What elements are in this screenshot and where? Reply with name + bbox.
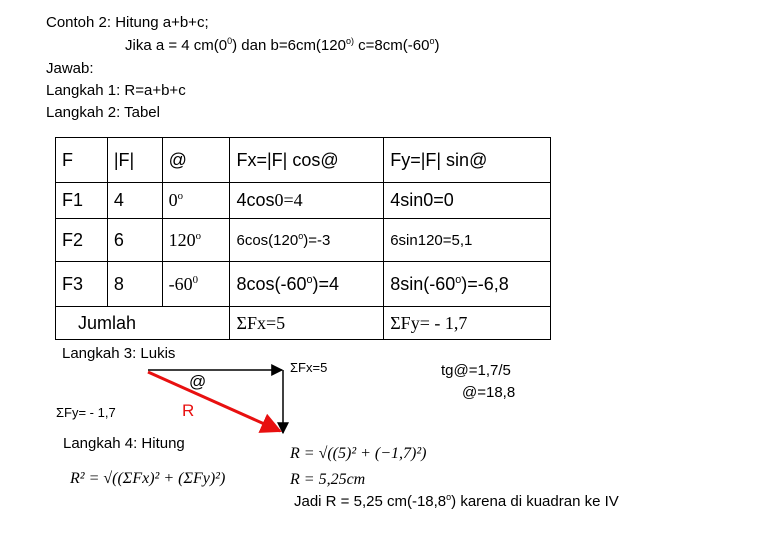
table-cell: 0$^o$ xyxy=(162,183,230,219)
angle-result: @=18,8 xyxy=(462,384,516,401)
tangent-result: tg@=1,7/5 xyxy=(441,362,511,379)
resultant-label: R xyxy=(182,401,195,420)
example-title: Contoh 2: Hitung a+b+c; xyxy=(46,14,209,31)
table-cell: $8\sin(-60^o)=-6,8$ xyxy=(384,262,551,307)
step4-label: Langkah 4: Hitung xyxy=(63,435,185,452)
table-cell: 4sin0=0 xyxy=(384,183,551,219)
table-cell: 8 xyxy=(107,262,162,307)
sum-fy: ΣFy= - 1,7 xyxy=(384,307,551,340)
header-cell: |F| xyxy=(107,138,162,183)
sum-fx: ΣFx=5 xyxy=(230,307,384,340)
conclusion: Jadi R = 5,25 cm(-18,8$^o$) karena di kuadran ke IV xyxy=(294,492,619,510)
answer-label: Jawab: xyxy=(46,60,94,77)
step3-label: Langkah 3: Lukis xyxy=(62,345,176,362)
angle-label: @ xyxy=(189,372,207,391)
table-cell: $6\cos(120^o)=-3$ xyxy=(230,219,384,262)
table-cell: 4 xyxy=(107,183,162,219)
table-cell: $-60^0$ xyxy=(162,262,230,307)
sum-label: Jumlah xyxy=(56,307,230,340)
table-cell: 6 xyxy=(107,219,162,262)
header-cell: Fy=|F| sin@ xyxy=(384,138,551,183)
given-values: Jika a = 4 $cm(0^0)$ dan $b=6cm(120^{o)}$ $c=8cm(-60^o)$ xyxy=(125,36,440,54)
magnitude-formula: R² = √((ΣFx)² + (ΣFy)²) xyxy=(70,470,226,487)
magnitude-result: R = 5,25cm xyxy=(290,471,366,488)
step1-label: Langkah 1: R=a+b+c xyxy=(46,82,186,99)
table-cell: F2 xyxy=(56,219,108,262)
table-cell: F1 xyxy=(56,183,108,219)
fx-label: ΣFx=5 xyxy=(290,360,328,375)
header-cell: Fx=|F| cos@ xyxy=(230,138,384,183)
fy-label: ΣFy= - 1,7 xyxy=(56,405,116,420)
table-cell: 6sin120=5,1 xyxy=(384,219,551,262)
header-cell: @ xyxy=(162,138,230,183)
header-cell: F xyxy=(56,138,108,183)
resultant-vector-arrow xyxy=(148,372,280,431)
table-cell: 4cos0=4 xyxy=(230,183,384,219)
table-cell: $8\cos(-60^o)=4$ xyxy=(230,262,384,307)
step2-label: Langkah 2: Tabel xyxy=(46,104,160,121)
table-cell: 120$^o$ xyxy=(162,219,230,262)
magnitude-calculation: R = √((5)² + (−1,7)²) xyxy=(290,445,427,462)
table-cell: F3 xyxy=(56,262,108,307)
